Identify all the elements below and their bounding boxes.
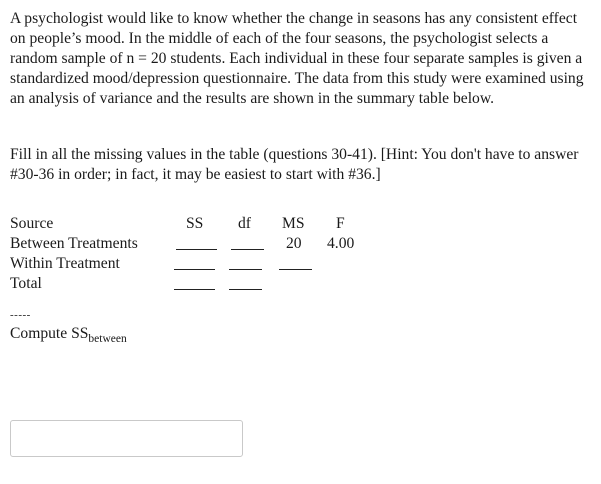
answer-input[interactable] — [10, 420, 243, 457]
row-between-label: Between Treatments — [10, 235, 138, 252]
blank-within-df — [229, 269, 262, 270]
blank-between-df — [231, 249, 264, 250]
header-f: F — [336, 215, 345, 232]
row-total-label: Total — [10, 275, 42, 292]
blank-total-ss — [174, 289, 215, 290]
question-compute-ss-between — [10, 324, 127, 345]
compute-subscript: between — [88, 333, 127, 345]
problem-intro: A psychologist would like to know whether the change in seasons has any consistent effect on people’s mood. In the middle of each of the four seasons, the psychologist selects a random sample of n = 20 students. Each individual in these four separate samples is given a standardized mood/depression questionnaire. The data from this study were examined using an analysis of variance and the results are shown in the summary table below. — [10, 10, 584, 107]
row-within-label: Within Treatment — [10, 255, 120, 272]
blank-within-ss — [174, 269, 215, 270]
between-ms-value: 20 — [286, 235, 302, 252]
between-f-value: 4.00 — [327, 235, 355, 252]
compute-label: Compute SS — [10, 325, 89, 342]
blank-total-df — [229, 289, 262, 290]
header-ms: MS — [282, 215, 305, 232]
header-ss: SS — [186, 215, 204, 232]
problem-instructions: Fill in all the missing values in the table (questions 30-41). [Hint: You don't have to answer #30-36 in order; in fact, it may be easiest to start with #36.] — [10, 146, 579, 183]
header-source: Source — [10, 215, 54, 232]
separator-dashes: ----- — [10, 309, 31, 321]
header-df: df — [238, 215, 251, 232]
blank-within-ms — [279, 269, 312, 270]
blank-between-ss — [176, 249, 217, 250]
